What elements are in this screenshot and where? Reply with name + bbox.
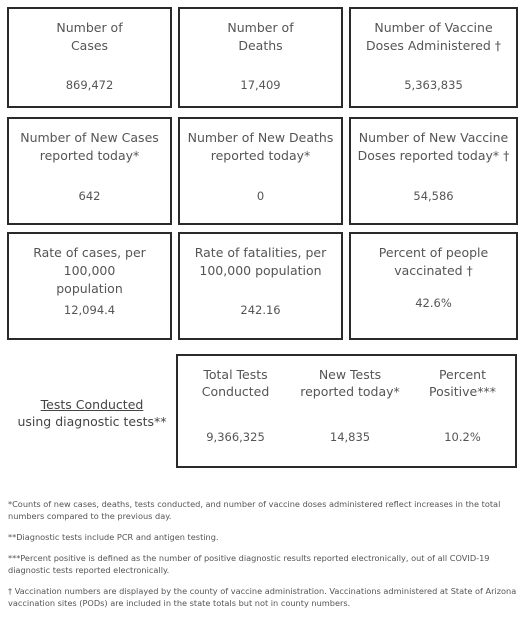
card-number-of-deaths — [178, 7, 343, 108]
card-label: Number of New Deaths reported today* — [187, 130, 334, 163]
card-new-vaccine-doses-today — [349, 117, 518, 225]
tests-col-percent-positive — [410, 356, 515, 466]
tests-label: Percent Positive*** — [429, 367, 496, 399]
card-value: 0 — [256, 189, 265, 203]
card-value: 17,409 — [240, 78, 281, 92]
card-new-cases-today — [7, 117, 172, 225]
tests-conducted-subtitle: using diagnostic tests** — [17, 414, 167, 429]
card-label: Rate of fatalities, per 100,000 population — [194, 245, 327, 278]
card-label: Number of Vaccine Doses Administered † — [365, 20, 502, 53]
footnote-vaccination: † Vaccination numbers are displayed by the county of vaccine administration. Vaccinations administered at State of Arizona vaccination sites (PODs) are included in the state totals but not in county numbers. — [8, 586, 517, 608]
tests-conducted-heading — [12, 396, 172, 430]
footnote-percent-positive: ***Percent positive is defined as the number of positive diagnostic results reported electronically, out of all COVID-19 diagnostic tests reported electronically. — [8, 553, 490, 575]
card-label: Number of New Cases reported today* — [20, 130, 159, 163]
tests-value: 9,366,325 — [206, 430, 265, 444]
tests-conducted-title-link[interactable]: Tests Conducted — [40, 397, 144, 412]
tests-value: 14,835 — [329, 430, 371, 444]
card-label: Rate of cases, per 100,000 population — [33, 245, 146, 296]
card-label: Number of New Vaccine Doses reported today* † — [357, 130, 510, 163]
card-label: Percent of people vaccinated † — [378, 245, 489, 278]
card-label: Number of Deaths — [227, 20, 294, 53]
footnotes — [8, 498, 518, 618]
footnote-counts: *Counts of new cases, deaths, tests conducted, and number of vaccine doses administered reflect increases in the total numbers compared to the previous day. — [8, 499, 501, 521]
card-value: 869,472 — [65, 78, 114, 92]
card-number-of-cases — [7, 7, 172, 108]
card-rate-of-cases — [7, 232, 172, 340]
card-value: 42.6% — [415, 296, 452, 310]
tests-col-new — [290, 356, 410, 466]
card-value: 54,586 — [413, 189, 454, 203]
card-value: 642 — [78, 189, 101, 203]
card-value: 12,094.4 — [63, 303, 116, 317]
tests-card — [176, 354, 517, 468]
card-percent-vaccinated — [349, 232, 518, 340]
tests-value: 10.2% — [444, 430, 481, 444]
card-label: Number of Cases — [56, 20, 123, 53]
card-vaccine-doses-administered — [349, 7, 518, 108]
footnote-diagnostic-tests: **Diagnostic tests include PCR and antigen testing. — [8, 532, 219, 542]
card-rate-of-fatalities — [178, 232, 343, 340]
card-new-deaths-today — [178, 117, 343, 225]
card-value: 5,363,835 — [404, 78, 463, 92]
card-value: 242.16 — [240, 303, 281, 317]
tests-label: New Tests reported today* — [300, 367, 400, 399]
tests-label: Total Tests Conducted — [201, 367, 270, 399]
tests-col-total — [178, 356, 293, 466]
